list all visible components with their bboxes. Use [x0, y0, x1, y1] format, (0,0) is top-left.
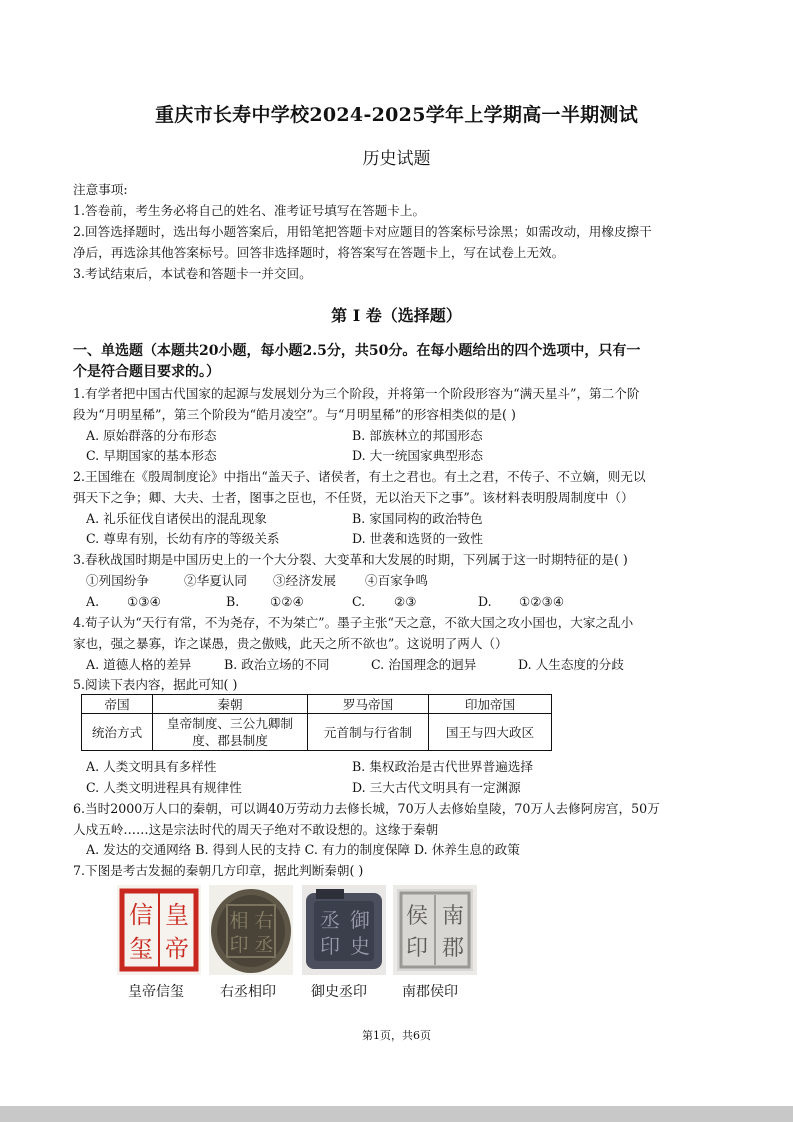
part-heading-line-2: 个是符合题目要求的。）: [73, 364, 220, 380]
seal-3-char-3: 丞: [320, 908, 340, 932]
q3-option-b-letter: B.: [226, 594, 240, 609]
section-title: 第 I 卷（选择题）: [331, 306, 462, 325]
q4-stem-line-2: 家也，强之暴寡，诈之谋愚，贵之傲贱，此天之所不欲也”。这说明了两人（）: [73, 636, 508, 651]
q6-options: A. 发达的交通网络 B. 得到人民的支持 C. 有力的制度保障 D. 休养生息的政策: [86, 842, 520, 857]
seal-image-emperor: [117, 885, 201, 975]
seal-2-char-1: 右: [254, 910, 274, 932]
seal-2-char-3: 相: [229, 910, 249, 932]
seal-1-char-3: 信: [129, 901, 153, 929]
q1-stem-line-2: 段为“月明星稀”，第三个阶段为“皓月凌空”。与“月明星稀”的形容相类似的是( ): [73, 407, 516, 422]
q1-option-d: D. 大一统国家典型形态: [352, 448, 483, 463]
q1-option-a: A. 原始群落的分布形态: [86, 428, 217, 443]
seal-1-char-1: 皇: [165, 901, 189, 929]
table-row: [82, 714, 552, 751]
table-header-row: [82, 695, 552, 714]
table-header-cell: 印加帝国: [429, 695, 552, 714]
table-header-cell: 罗马帝国: [308, 695, 429, 714]
seal-caption-2: 右丞相印: [220, 984, 276, 1000]
q2-option-b: B. 家国同构的政治特色: [352, 511, 483, 526]
seal-2-char-4: 印: [229, 934, 249, 956]
q5-stem: 5.阅读下表内容，据此可知( ): [73, 677, 238, 692]
seal-caption-1: 皇帝信玺: [128, 984, 184, 1000]
q7-stem: 7.下图是考古发掘的秦朝几方印章，据此判断秦朝( ): [73, 863, 364, 878]
q3-option-c-value: ②③: [394, 594, 417, 609]
q5-option-c: C. 人类文明进程具有规律性: [86, 780, 242, 795]
notice-line-4: 3.考试结束后，本试卷和答题卡一并交回。: [73, 266, 312, 281]
table-cell-qin-line-1: 皇帝制度、三公九卿制: [167, 716, 293, 731]
q2-option-c: C. 尊卑有别，长幼有序的等级关系: [86, 531, 280, 546]
q5-option-a: A. 人类文明具有多样性: [86, 759, 217, 774]
q5-option-b: B. 集权政治是古代世界普遍选择: [352, 759, 533, 774]
seal-image-censor: [302, 885, 386, 975]
seal-caption-3: 御史丞印: [311, 984, 367, 1000]
table-cell-inca: 国王与四大政区: [429, 714, 552, 751]
q2-stem-line-2: 弭天下之争；卿、大夫、士者，图事之臣也，不任贤，无以治天下之事”。该材料表明殷周制度中（）: [73, 490, 634, 505]
q3-option-a-letter: A.: [86, 594, 100, 609]
seal-4-char-1: 南: [441, 904, 465, 929]
q1-stem-line-1: 1.有学者把中国古代国家的起源与发展划分为三个阶段，并将第一个阶段形容为“满天星斗”，第二个阶: [73, 386, 640, 401]
seal-3-char-4: 印: [320, 934, 340, 958]
q4-option-d: D. 人生态度的分歧: [518, 657, 624, 672]
q3-option-c-letter: C.: [352, 594, 366, 609]
q6-stem-line-2: 人戍五岭……这是宗法时代的周天子绝对不敢设想的。这缘于秦朝: [73, 822, 439, 837]
seal-4-char-3: 侯: [405, 904, 429, 929]
notice-heading: 注意事项:: [73, 182, 128, 197]
table-cell-rome: 元首制与行省制: [308, 714, 429, 751]
q1-option-c: C. 早期国家的基本形态: [86, 448, 217, 463]
q4-option-c: C. 治国理念的迥异: [371, 657, 477, 672]
q4-option-a: A. 道德人格的差异: [86, 657, 192, 672]
seal-1-char-4: 玺: [129, 935, 153, 963]
seal-image-right-chancellor: [209, 885, 293, 975]
q4-option-b: B. 政治立场的不同: [224, 657, 330, 672]
q3-option-d-letter: D.: [478, 594, 492, 609]
exam-subject: 历史试题: [362, 149, 431, 169]
q2-option-a: A. 礼乐征伐自诸侯出的混乱现象: [86, 511, 267, 526]
seal-3-char-2: 史: [350, 934, 370, 958]
table-header-cell: 秦朝: [153, 695, 308, 714]
seal-1-char-2: 帝: [165, 935, 189, 963]
q1-option-b: B. 部族林立的邦国形态: [352, 428, 483, 443]
q5-option-d: D. 三大古代文明具有一定渊源: [352, 780, 521, 795]
q4-stem-line-1: 4.荀子认为“天行有常，不为尧存，不为桀亡”。墨子主张“天之意，不欲大国之攻小国也，大家之乱小: [73, 615, 634, 630]
seal-2-char-2: 丞: [254, 934, 274, 956]
comparison-table: [81, 694, 552, 751]
seal-4-char-4: 印: [405, 936, 429, 961]
q3-item-3: ③经济发展: [273, 573, 336, 588]
seal-4-char-2: 郡: [441, 936, 465, 961]
notice-line-3: 净后，再选涂其他答案标号。回答非选择题时，将答案写在答题卡上，写在试卷上无效。: [73, 245, 565, 260]
table-cell-label: 统治方式: [82, 714, 153, 751]
q3-item-4: ④百家争鸣: [365, 573, 428, 588]
notice-line-1: 1.答卷前，考生务必将自己的姓名、准考证号填写在答题卡上。: [73, 203, 426, 218]
page-number: 第1页，共6页: [362, 1029, 431, 1042]
table-cell-qin: [153, 714, 308, 751]
q3-option-b-value: ①②④: [270, 594, 304, 609]
table-cell-qin-line-2: 度、郡县制度: [192, 733, 268, 748]
viewer-bottom-bar: [0, 1106, 793, 1122]
notice-line-2: 2.回答选择题时，选出每小题答案后，用铅笔把答题卡对应题目的答案标号涂黑；如需改动，用橡皮擦干: [73, 224, 652, 239]
table-header-cell: 帝国: [82, 695, 153, 714]
q2-stem-line-1: 2.王国维在《殷周制度论》中指出“盖天子、诸侯者，有土之君也。有土之君，不传子、不立嫡，则无以: [73, 469, 646, 484]
q3-item-1: ①列国纷争: [86, 573, 149, 588]
exam-title: 重庆市长寿中学校2024-2025学年上学期高一半期测试: [154, 104, 639, 126]
q3-item-2: ②华夏认同: [184, 573, 247, 588]
q3-option-d-value: ①②③④: [519, 594, 565, 609]
q6-stem-line-1: 6.当时2000万人口的秦朝，可以调40万劳动力去修长城，70万人去修始皇陵，70万人去修阿房宫，50万: [73, 801, 660, 816]
seal-image-nanjun-marquis: [393, 885, 477, 975]
q3-stem: 3.春秋战国时期是中国历史上的一个大分裂、大变革和大发展的时期，下列属于这一时期特征的是( ): [73, 552, 628, 567]
seal-3-char-1: 御: [350, 908, 370, 932]
q3-option-a-value: ①③④: [127, 594, 161, 609]
seal-caption-4: 南郡侯印: [402, 984, 458, 1000]
q2-option-d: D. 世袭和选贤的一致性: [352, 531, 483, 546]
part-heading-line-1: 一、单选题（本题共20小题，每小题2.5分，共50分。在每小题给出的四个选项中，只有一: [73, 343, 641, 359]
